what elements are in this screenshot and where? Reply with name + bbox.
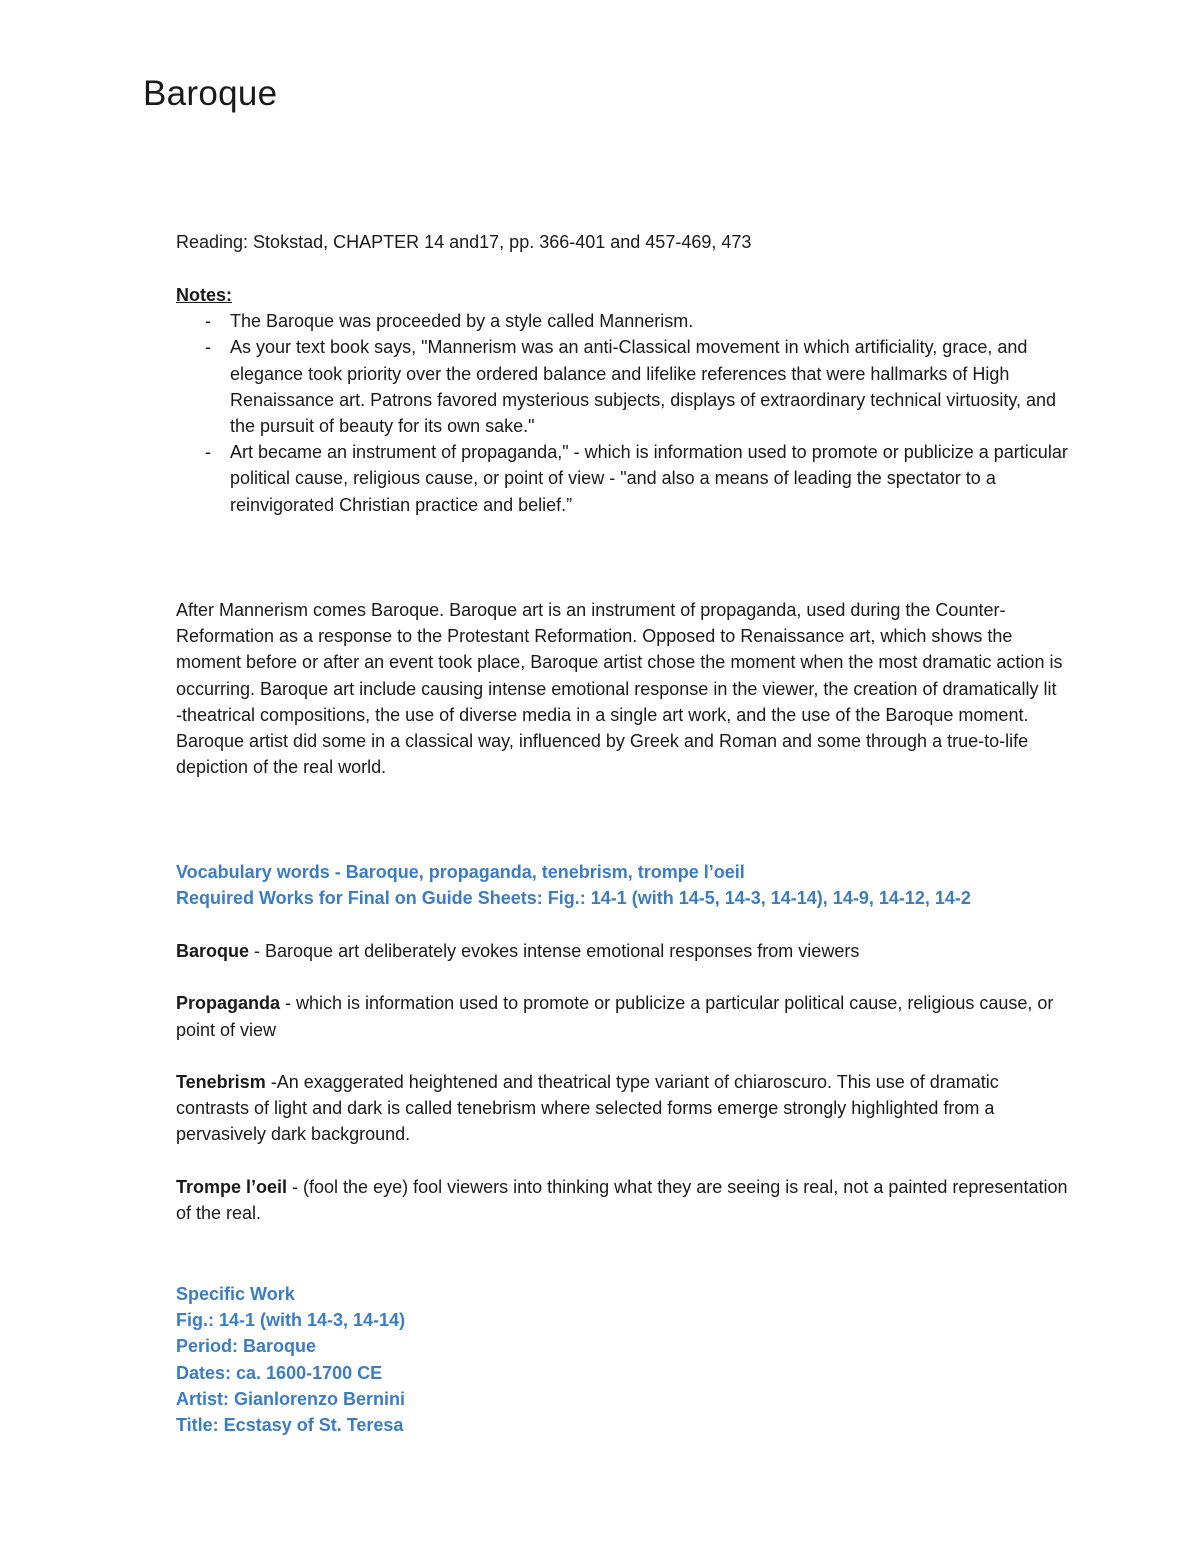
bullet-dash: - <box>205 337 211 358</box>
definition-term: Propaganda <box>176 993 281 1014</box>
body-paragraph: After Mannerism comes Baroque. Baroque art is an instrument of propaganda, used during the Counter-Reformation as a response to the Protestant Reformation. Opposed to Renaissance art, which shows the moment before or after an event took place, Baroque artist chose the moment when the most dramatic action is occurring. Baroque art include causing intense emotional response in the viewer, the creation of dramatically lit -theatrical compositions, the use of diverse media in a single art work, and the use of the Baroque moment. Baroque artist did some in a classical way, influenced by Greek and Roman and some through a true-to-life depiction of the real world. <box>176 600 1063 778</box>
definition-text: - which is information used to promote or publicize a particular political cause, religious cause, or point of view <box>176 993 1054 1040</box>
list-item <box>176 308 1076 334</box>
vocabulary-section <box>176 859 1076 911</box>
page-title: Baroque <box>143 74 278 113</box>
specific-work-title: Title: Ecstasy of St. Teresa <box>176 1415 404 1436</box>
list-item <box>176 439 1076 518</box>
specific-work-section <box>176 1281 1076 1438</box>
notes-section <box>176 282 1076 518</box>
definition-text: - (fool the eye) fool viewers into thinking what they are seeing is real, not a painted representation of the real. <box>176 1176 1068 1223</box>
definition-term: Tenebrism <box>176 1071 266 1092</box>
specific-work-fig: Fig.: 14-1 (with 14-3, 14-14) <box>176 1310 406 1331</box>
definition-item <box>176 938 1076 964</box>
list-item <box>176 334 1076 439</box>
bullet-dash: - <box>205 311 211 332</box>
notes-label: Notes: <box>176 285 233 305</box>
definition-text: - Baroque art deliberately evokes intense emotional responses from viewers <box>249 941 860 961</box>
note-text: The Baroque was proceeded by a style called Mannerism. <box>230 311 694 332</box>
reading-assignment: Reading: Stokstad, CHAPTER 14 and17, pp. 366-401 and 457-469, 473 <box>176 232 752 252</box>
specific-work-artist: Artist: Gianlorenzo Bernini <box>176 1388 406 1409</box>
specific-work-dates: Dates: ca. 1600-1700 CE <box>176 1362 383 1383</box>
definition-text: -An exaggerated heightened and theatrical type variant of chiaroscuro. This use of dramatic contrasts of light and dark is called tenebrism where selected forms emerge strongly highlighted from a pervasively dark background. <box>176 1071 999 1145</box>
vocabulary-words: Vocabulary words - Baroque, propaganda, tenebrism, trompe l’oeil <box>176 862 745 882</box>
definitions-section <box>176 938 1076 1252</box>
notes-list <box>176 308 1076 518</box>
definition-term: Baroque <box>176 941 250 961</box>
specific-work-heading: Specific Work <box>176 1284 295 1304</box>
specific-work-period: Period: Baroque <box>176 1336 317 1357</box>
note-text: Art became an instrument of propaganda," - which is information used to promote or publicize a particular political cause, religious cause, or point of view - "and also a means of leading the spectator to a reinvigorated Christian practice and belief.” <box>230 442 1068 515</box>
definition-item <box>176 990 1076 1042</box>
required-works: Required Works for Final on Guide Sheets: Fig.: 14-1 (with 14-5, 14-3, 14-14), 14-9, 14-12, 14-2 <box>176 888 971 909</box>
note-text: As your text book says, "Mannerism was an anti-Classical movement in which artificiality, grace, and elegance took priority over the ordered balance and lifelike references that were hallmarks of High Renaissance art. Patrons favored mysterious subjects, displays of extraordinary technical virtuosity, and the pursuit of beauty for its own sake." <box>230 337 1057 437</box>
definition-term: Trompe l’oeil <box>176 1176 288 1197</box>
definition-item <box>176 1174 1076 1226</box>
bullet-dash: - <box>205 442 211 463</box>
definition-item <box>176 1069 1076 1148</box>
